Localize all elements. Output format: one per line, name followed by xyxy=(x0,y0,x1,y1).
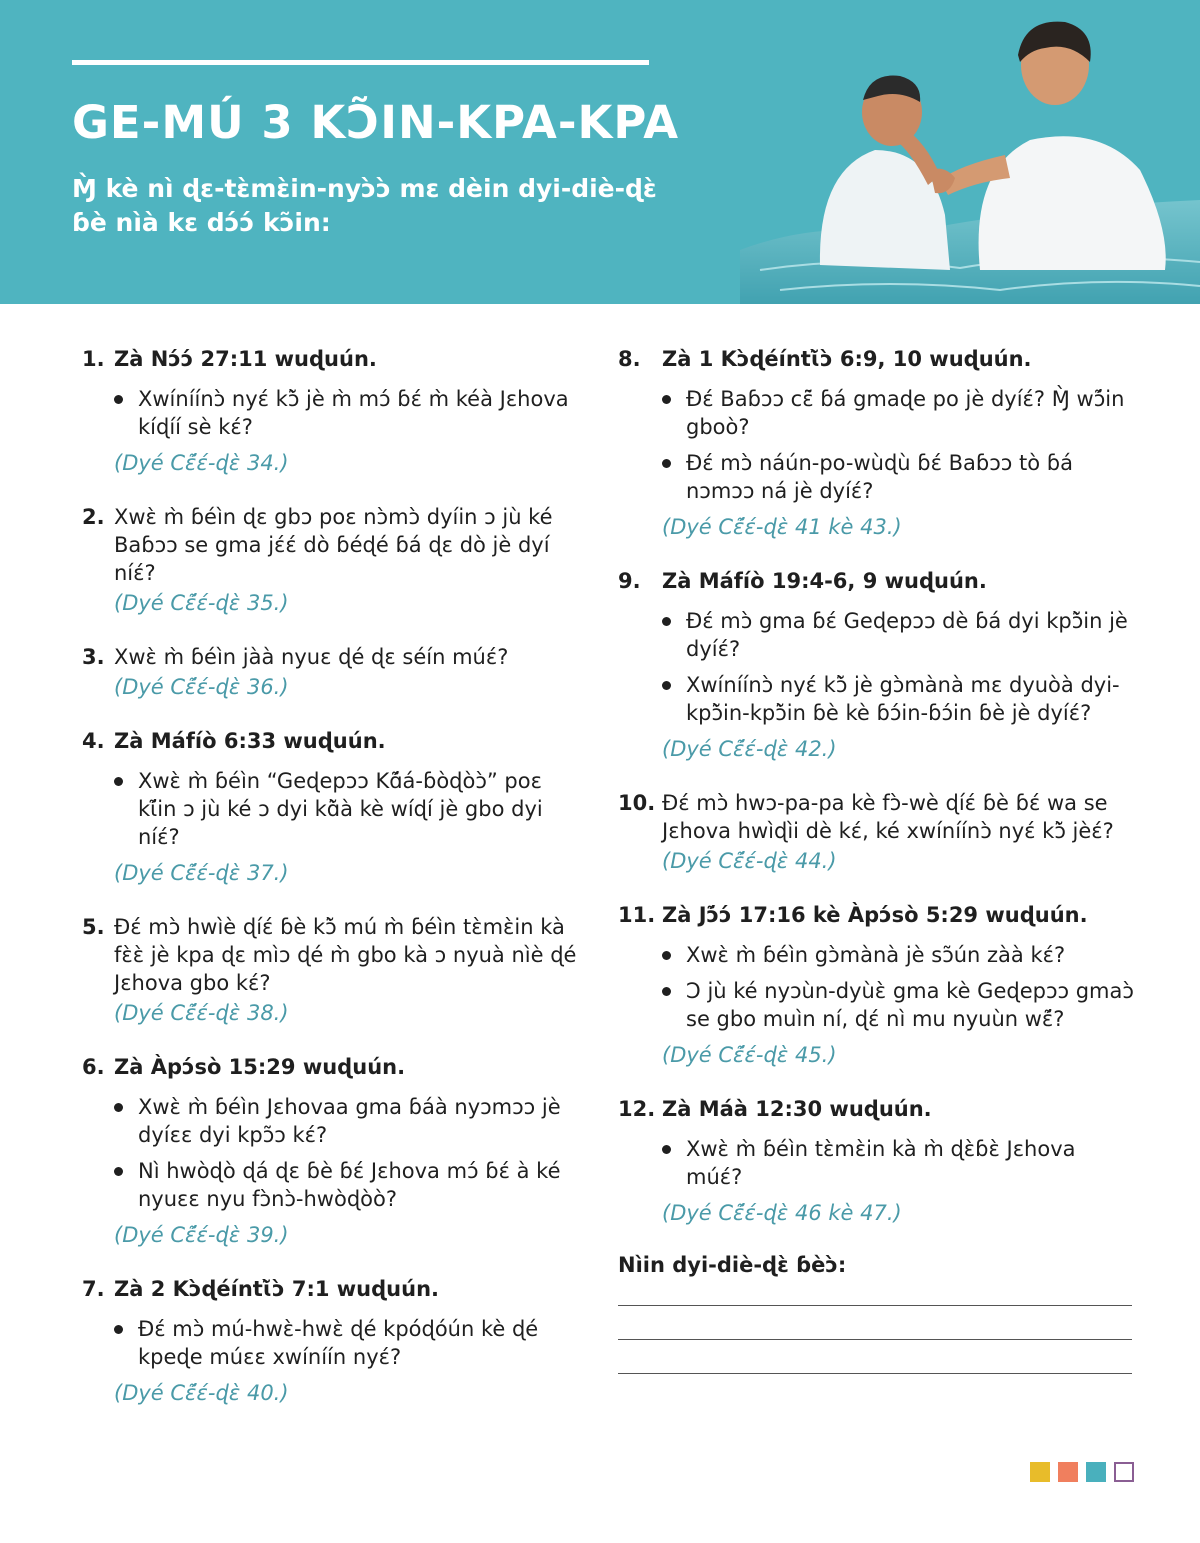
question-number: 1. xyxy=(82,347,105,371)
question-number: 4. xyxy=(82,729,105,753)
question-3 xyxy=(82,643,582,701)
reference-link: (Dyé Cɛ̃́ɛ́-ɖɛ̀ 38.) xyxy=(114,1001,289,1025)
question-bullet: Ɖɛ́ Baɓɔɔ cɛ̃̄ ɓá gmaɖe po jè dyíɛ́? Ɱ̀ wɔ̃́in gboò? xyxy=(662,385,1138,441)
header-banner xyxy=(0,0,1200,304)
yellow-square-icon xyxy=(1030,1462,1050,1482)
notes-label: Nìin dyi-diè-ɖɛ̀ ɓèɔ̀: xyxy=(618,1253,847,1277)
question-2 xyxy=(82,503,582,617)
question-8 xyxy=(618,345,1138,541)
question-bullet: Nì hwòɖò ɖá ɖɛ ɓè ɓɛ́ Jɛhova mɔ́ ɓɛ́ à ké nyuɛɛ nyu fɔ̀nɔ̀-hwòɖòò? xyxy=(114,1157,582,1213)
reference-link: (Dyé Cɛ̃́ɛ́-ɖɛ̀ 40.) xyxy=(114,1381,289,1405)
question-10 xyxy=(618,789,1138,875)
question-number: 9. xyxy=(618,569,641,593)
question-text: Xwɛ̀ m̀ ɓéìn ɖɛ gbɔ poɛ nɔ̀mɔ̀ dyíin ɔ jù ké Baɓɔɔ se gma jɛ́ɛ́ dò ɓéɖé ɓá ɖɛ dò jè dyí níɛ́? xyxy=(114,505,553,585)
page-title: GE-MÚ 3 KƆ̃IN-KPA-KPA xyxy=(72,96,680,149)
baptism-illustration xyxy=(700,0,1200,304)
question-text: Ɖɛ́ mɔ̀ hwɔ-pa-pa kè fɔ̀-wè ɖíɛ́ ɓè ɓɛ́ wa se Jɛhova hwìɖìi dè kɛ́, ké xwíníínɔ̀ nyɛ́ kɔ̃̀ jèɛ́? xyxy=(662,791,1114,843)
reference-link: (Dyé Cɛ̃́ɛ́-ɖɛ̀ 39.) xyxy=(114,1223,289,1247)
question-number: 8. xyxy=(618,347,641,371)
question-number: 7. xyxy=(82,1277,105,1301)
questions-left-column xyxy=(82,345,582,1433)
reference-link: (Dyé Cɛ̃́ɛ́-ɖɛ̀ 37.) xyxy=(114,861,289,885)
question-number: 2. xyxy=(82,505,105,529)
question-11 xyxy=(618,901,1138,1069)
purple-outline-square-icon xyxy=(1114,1462,1134,1482)
question-number: 12. xyxy=(618,1097,656,1121)
question-heading: Zà Àpɔ́sò 15:29 wuɖuún. xyxy=(114,1055,406,1079)
question-text: Ɖɛ́ mɔ̀ hwìè ɖíɛ́ ɓè kɔ̃̀ mú m̀ ɓéìn tɛ̀mɛ̀in kà fɛ̀ɛ̀ jè kpa ɖɛ mìɔ ɖé m̀ gbo kà ɔ nyuà nìè ɖé Jɛhova gbo kɛ́? xyxy=(114,915,577,995)
question-heading: Zà Máà 12:30 wuɖuún. xyxy=(662,1097,932,1121)
question-bullet: Xwɛ̀ m̀ ɓéìn Jɛhovaa gma ɓáà nyɔmɔɔ jè dyíɛɛ dyi kpɔ̃ɔ kɛ́? xyxy=(114,1093,582,1149)
question-bullet: Xwɛ̀ m̀ ɓéìn “Geɖepɔɔ Kɑ̃́á-ɓòɖòɔ̀” poɛ kɩ̃́in ɔ jù ké ɔ dyi kɑ̃̀à kè wíɖí jè gbo dyi níɛ́? xyxy=(114,767,582,851)
reference-link: (Dyé Cɛ̃́ɛ́-ɖɛ̀ 35.) xyxy=(114,591,289,615)
question-5 xyxy=(82,913,582,1027)
question-bullet: Xwíníínɔ̀ nyɛ́ kɔ̃̀ jè gɔ̀mànà mɛ dyuòà dyi-kpɔ̃̀in-kpɔ̃̀in ɓè kè ɓɔ́in-ɓɔ́in ɓè jè dyíɛ́? xyxy=(662,671,1138,727)
reference-link: (Dyé Cɛ̃́ɛ́-ɖɛ̀ 36.) xyxy=(114,675,289,699)
question-text: Xwɛ̀ m̀ ɓéìn jàà nyuɛ ɖé ɖɛ séín múɛ́? xyxy=(114,645,509,669)
question-heading: Zà 1 Kɔ̀ɖéíntɩ̃̀ɔ̀ 6:9, 10 wuɖuún. xyxy=(662,347,1032,371)
question-bullet: Ɔ jù ké nyɔùn-dyùɛ̀ gma kè Geɖepɔɔ gmaɔ̀ se gbo muìn ní, ɖɛ́ nì mu nyuùn wɛ̃́? xyxy=(662,977,1138,1033)
question-number: 3. xyxy=(82,645,105,669)
question-bullet: Xwíníínɔ̀ nyɛ́ kɔ̃̀ jè m̀ mɔ́ ɓɛ́ m̀ kéà Jɛhova kíɖíí sè kɛ́? xyxy=(114,385,582,441)
note-line[interactable] xyxy=(618,1339,1132,1340)
question-6 xyxy=(82,1053,582,1249)
question-9 xyxy=(618,567,1138,763)
footer-color-squares xyxy=(1030,1462,1134,1482)
question-4 xyxy=(82,727,582,887)
question-7 xyxy=(82,1275,582,1407)
note-line[interactable] xyxy=(618,1305,1132,1306)
questions-right-column xyxy=(618,345,1138,1374)
question-bullet: Xwɛ̀ m̀ ɓéìn tɛ̀mɛ̀in kà m̀ ɖɛ̀ɓɛ̀ Jɛhova múɛ́? xyxy=(662,1135,1138,1191)
question-number: 6. xyxy=(82,1055,105,1079)
reference-link: (Dyé Cɛ̃́ɛ́-ɖɛ̀ 45.) xyxy=(662,1043,837,1067)
question-heading: Zà 2 Kɔ̀ɖéíntɩ̃̀ɔ̀ 7:1 wuɖuún. xyxy=(114,1277,440,1301)
question-bullet: Ɖɛ́ mɔ̀ mú-hwɛ̀-hwɛ̀ ɖé kpóɖóún kè ɖé kpeɖe múɛɛ xwíníín nyɛ́? xyxy=(114,1315,582,1371)
question-heading: Zà Máfíò 19:4-6, 9 wuɖuún. xyxy=(662,569,987,593)
question-bullet: Ɖɛ́ mɔ̀ náún-po-wùɖù ɓɛ́ Baɓɔɔ tò ɓá nɔmɔɔ ná jè dyíɛ́? xyxy=(662,449,1138,505)
question-number: 11. xyxy=(618,903,656,927)
question-heading: Zà Nɔ́ɔ́ 27:11 wuɖuún. xyxy=(114,347,377,371)
question-number: 10. xyxy=(618,791,656,815)
subtitle-line-2: ɓè nìà kɛ dɔ́ɔ́ kɔ̃in: xyxy=(72,208,331,237)
header-rule xyxy=(72,60,649,65)
question-heading: Zà Jɔ̃́ɔ́ 17:16 kè Àpɔ́sò 5:29 wuɖuún. xyxy=(662,903,1088,927)
reference-link: (Dyé Cɛ̃́ɛ́-ɖɛ̀ 46 kè 47.) xyxy=(662,1201,902,1225)
question-1 xyxy=(82,345,582,477)
question-number: 5. xyxy=(82,915,105,939)
question-bullet: Xwɛ̀ m̀ ɓéìn gɔ̀mànà jè sɔ̃ún zàà kɛ́? xyxy=(662,941,1138,969)
teal-square-icon xyxy=(1086,1462,1106,1482)
page-subtitle xyxy=(72,172,672,240)
question-heading: Zà Máfíò 6:33 wuɖuún. xyxy=(114,729,386,753)
reference-link: (Dyé Cɛ̃́ɛ́-ɖɛ̀ 42.) xyxy=(662,737,837,761)
note-line[interactable] xyxy=(618,1373,1132,1374)
reference-link: (Dyé Cɛ̃́ɛ́-ɖɛ̀ 34.) xyxy=(114,451,289,475)
subtitle-line-1: Ɱ̀ kè nì ɖɛ-tɛ̀mɛ̀in-nyɔ̀ɔ̀ mɛ dèin dyi-diè-ɖɛ̀ xyxy=(72,174,657,203)
question-12 xyxy=(618,1095,1138,1227)
orange-square-icon xyxy=(1058,1462,1078,1482)
reference-link: (Dyé Cɛ̃́ɛ́-ɖɛ̀ 41 kè 43.) xyxy=(662,515,902,539)
reference-link: (Dyé Cɛ̃́ɛ́-ɖɛ̀ 44.) xyxy=(662,849,837,873)
question-bullet: Ɖɛ́ mɔ̀ gma ɓɛ́ Geɖepɔɔ dè ɓá dyi kpɔ̃̀in jè dyíɛ́? xyxy=(662,607,1138,663)
